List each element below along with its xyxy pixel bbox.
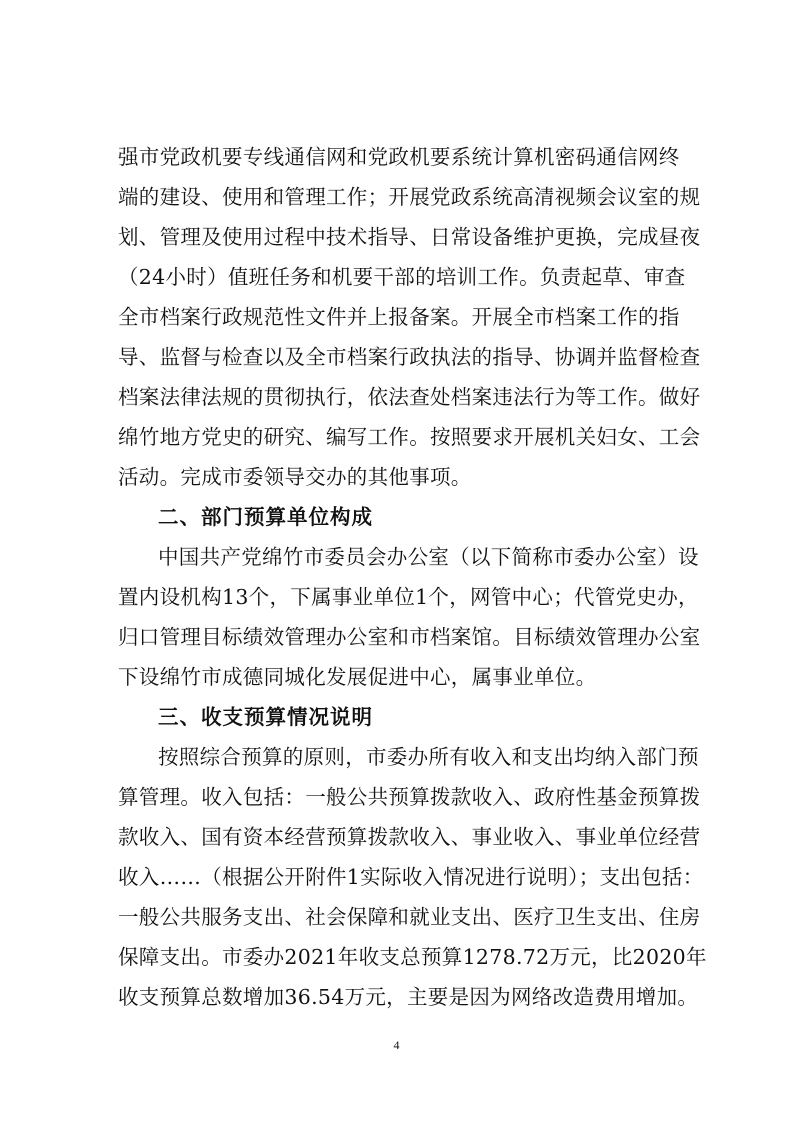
paragraph-line: 下设绵竹市成德同城化发展促进中心，属事业单位。 [118, 665, 597, 689]
section-heading-unit-composition: 二、部门预算单位构成 [158, 505, 373, 529]
paragraph-line: 收支预算总数增加36.54万元，主要是因为网络改造费用增加。 [118, 985, 699, 1009]
page-number: 4 [393, 1038, 400, 1052]
paragraph-line: （24小时）值班任务和机要干部的培训工作。负责起草、审查 [118, 265, 686, 289]
paragraph-line: 一般公共服务支出、社会保障和就业支出、医疗卫生支出、住房 [118, 905, 701, 929]
section-heading-budget-description: 三、收支预算情况说明 [158, 705, 373, 729]
paragraph-line: 划、管理及使用过程中技术指导、日常设备维护更换，完成昼夜 [118, 225, 701, 249]
paragraph-line: 档案法律法规的贯彻执行，依法查处档案违法行为等工作。做好 [118, 385, 701, 409]
paragraph-line: 算管理。收入包括：一般公共预算拨款收入、政府性基金预算拨 [118, 785, 701, 809]
paragraph-line: 收入……（根据公开附件1实际收入情况进行说明）；支出包括： [118, 865, 704, 889]
paragraph-line: 款收入、国有资本经营预算拨款收入、事业收入、事业单位经营 [118, 825, 701, 849]
paragraph-line: 按照综合预算的原则，市委办所有收入和支出均纳入部门预 [158, 745, 699, 769]
paragraph-line: 置内设机构13个，下属事业单位1个，网管中心；代管党史办， [118, 585, 699, 609]
paragraph-line: 导、监督与检查以及全市档案行政执法的指导、协调并监督检查 [118, 345, 701, 369]
paragraph-line: 活动。完成市委领导交办的其他事项。 [118, 465, 472, 489]
paragraph-line: 保障支出。市委办2021年收支总预算1278.72万元，比2020年 [118, 945, 707, 969]
paragraph-line: 中国共产党绵竹市委员会办公室（以下简称市委办公室）设 [158, 545, 699, 569]
paragraph-line: 端的建设、使用和管理工作；开展党政系统高清视频会议室的规 [118, 185, 701, 209]
paragraph-line: 绵竹地方党史的研究、编写工作。按照要求开展机关妇女、工会 [118, 425, 701, 449]
paragraph-line: 归口管理目标绩效管理办公室和市档案馆。目标绩效管理办公室 [118, 625, 701, 649]
paragraph-line: 全市档案行政规范性文件并上报备案。开展全市档案工作的指 [118, 305, 680, 329]
paragraph-line: 强市党政机要专线通信网和党政机要系统计算机密码通信网终 [118, 145, 680, 169]
